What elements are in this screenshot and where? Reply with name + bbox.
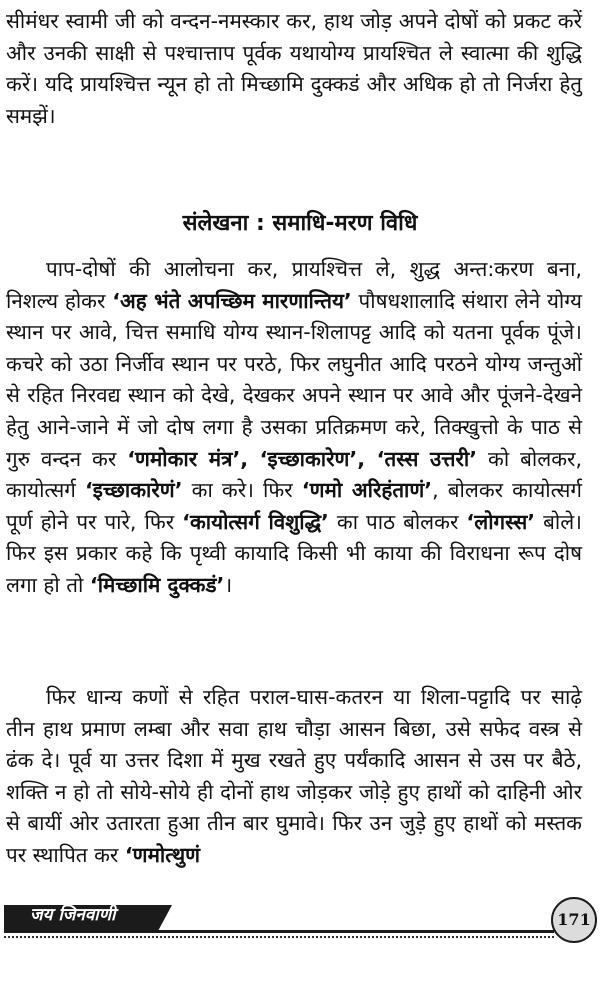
text-run: , बोलकर कायोत्सर्ग पूर्ण होने पर पारे, फिर xyxy=(6,478,582,534)
section-heading: संलेखना : समाधि-मरण विधि xyxy=(182,211,418,236)
text-run: फिर धान्य कणों से रहित पराल-घास-कतरन या शिला-पट्टादि पर साढ़े तीन हाथ प्रमाण लम्बा और सवा हाथ चौड़ा आसन बिछा, उसे सफेद वस्त्र से ढंक दे। पूर्व या उत्तर दिशा में मुख रखते हुए पर्यंकादि आसन से उस पर बैठे, शक्ति न हो तो सोये-सोये ही दोनों हाथ जोड़कर जोड़े हुए हाथों को दाहिनी ओर से बायीं ओर उतारता हुआ तीन बार घुमावे। फिर उन जुड़े हुए हाथों को मस्तक पर स्थापित कर xyxy=(6,685,582,867)
bold-quote: ‘लोगस्स’ xyxy=(466,509,536,534)
text-run: । xyxy=(224,572,233,597)
text-run: का पाठ बोलकर xyxy=(328,509,467,534)
page-number-badge: 171 xyxy=(551,897,597,943)
text-run: को बोलकर, कायोत्सर्ग xyxy=(6,446,582,503)
text-run: पाप-दोषों की आलोचना कर, प्रायश्चित्त ले, शुद्ध अन्त:करण बना, निशल्य होकर xyxy=(6,257,582,313)
bold-quote: ‘मिच्छामि दुक्कडं’ xyxy=(89,572,225,597)
bold-quote: ‘णमोत्थुणं xyxy=(124,842,201,867)
bold-quote: ‘कायोत्सर्ग विशुद्धि’ xyxy=(182,509,329,534)
footer-dotted-rule xyxy=(4,936,554,938)
footer-label: जय जिनवाणी xyxy=(30,905,116,925)
text-run: पौषधशालादि संथारा लेने योग्य स्थान पर आवे, चित्त समाधि योग्य स्थान-शिलापट्ट आदि को यतना पूर्वक पूंजे। कचरे को उठा निर्जीव स्थान पर परठे, फिर लघुनीत आदि परठने योग्य जन्तुओं से रहित निरवद्य स्थान को देखे, देखकर अपने स्थान पर आवे और पूंजने-देखने हेतु आने-जाने में जो दोष लगा है उसका प्रतिक्रमण करे, तिक्खुत्तो के पाठ से गुरु वन्दन कर xyxy=(6,288,582,471)
paragraph-seating xyxy=(6,682,582,872)
paragraph-procedure xyxy=(6,254,582,602)
bold-quote: ‘णमोकार मंत्र’, ‘इच्छाकारेण’, ‘तस्स उत्तरी’ xyxy=(127,446,478,471)
bold-quote: ‘णमो अरिहंताणं’ xyxy=(301,478,433,503)
bold-quote: ‘इच्छाकारेणं’ xyxy=(84,478,183,503)
paragraph-intro: सीमंधर स्वामी जी को वन्दन-नमस्कार कर, हाथ जोड़ अपने दोषों को प्रकट करें और उनकी साक्षी से पश्चात्ताप पूर्वक यथायोग्य प्रायश्चित ले स्वात्मा की शुद्धि करें। यदि प्रायश्चित्त न्यून हो तो मिच्छामि दुक्कडं और अधिक हो तो निर्जरा हेतु समझें। xyxy=(6,9,582,128)
bold-quote: ‘अह भंते अपच्छिम मारणान्तिय’ xyxy=(112,288,352,313)
text-run: बोले। फिर इस प्रकार कहे कि पृथ्वी कायादि किसी भी काया की विराधना रूप दोष लगा हो तो xyxy=(6,509,582,597)
footer-rule xyxy=(4,930,554,933)
text-run: का करे। फिर xyxy=(182,478,302,503)
